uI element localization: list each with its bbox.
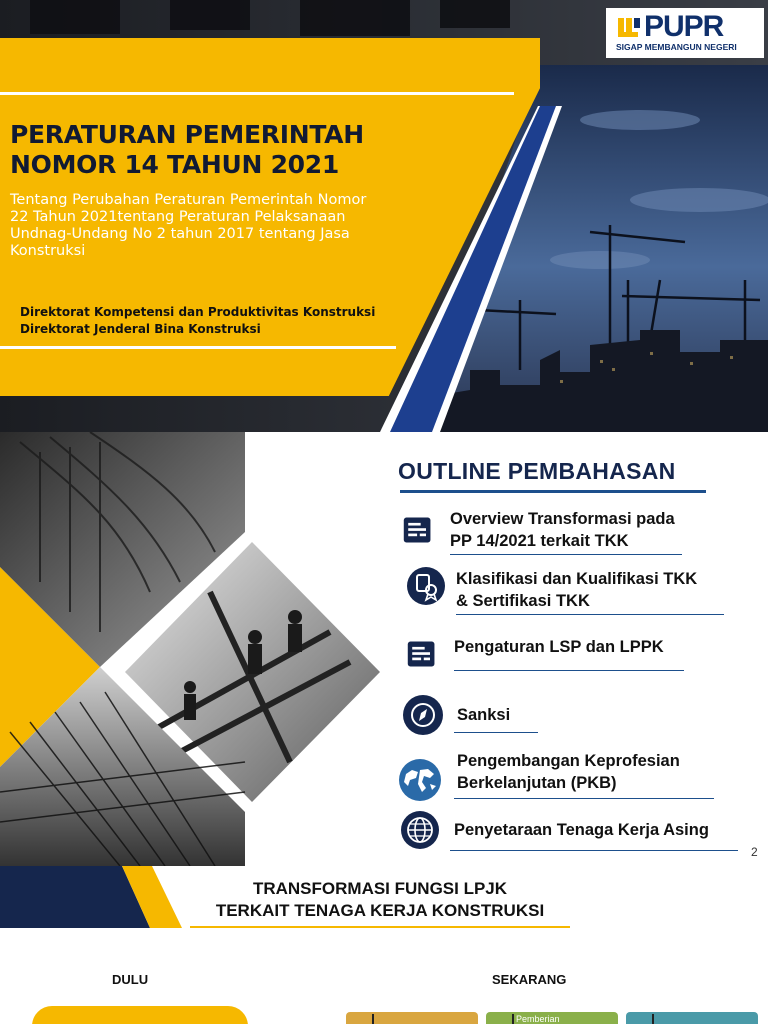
outline-item-underline (454, 798, 714, 799)
column-label-now: SEKARANG (492, 972, 567, 987)
title-slide (0, 0, 768, 432)
world-map-icon (398, 758, 442, 802)
banner-divider (0, 92, 514, 95)
outline-item-label: PP 14/2021 terkait TKK (450, 532, 629, 550)
outline-slide (0, 432, 768, 866)
compass-icon (402, 694, 444, 736)
organization-block (20, 304, 400, 338)
outline-item-underline (456, 614, 724, 615)
outline-title-underline (400, 490, 706, 493)
slide-title (10, 120, 410, 180)
banner-divider (0, 346, 396, 349)
column-label-before: DULU (112, 972, 149, 987)
outline-item-label: Penyetaraan Tenaga Kerja Asing (454, 821, 709, 839)
construction-collage-photo (0, 432, 390, 866)
subtitle-line: Undnag-Undang No 2 tahun 2017 tentang Jasa (10, 226, 350, 242)
before-pill (32, 1006, 248, 1024)
now-box (486, 1012, 618, 1024)
now-box (346, 1012, 478, 1024)
document-icon (406, 638, 438, 670)
box-divider (512, 1014, 514, 1024)
subtitle-line: Tentang Perubahan Peraturan Pemerintah Nomor (10, 192, 367, 208)
outline-item-underline (450, 850, 738, 851)
outline-item-label: Pengaturan LSP dan LPPK (454, 638, 664, 656)
outline-item-label: Klasifikasi dan Kualifikasi TKK (456, 570, 698, 588)
outline-item-underline (454, 732, 538, 733)
subtitle-line: 22 Tahun 2021tentang Peraturan Pelaksanaan (10, 209, 346, 225)
title-underline (190, 926, 570, 928)
outline-item-label: Pengembangan Keprofesian (457, 752, 680, 770)
box-label: Pemberian (516, 1014, 560, 1024)
pupr-emblem-icon (616, 14, 644, 42)
box-divider (652, 1014, 654, 1024)
outline-item-underline (454, 670, 684, 671)
outline-title: OUTLINE PEMBAHASAN (398, 458, 676, 484)
certificate-icon (406, 566, 446, 606)
document-icon (402, 514, 434, 546)
box-divider (372, 1014, 374, 1024)
outline-item-label: & Sertifikasi TKK (456, 592, 590, 610)
transformation-slide (0, 866, 768, 1024)
subtitle-line: Konstruksi (10, 243, 86, 259)
logo-wordmark: PUPR (644, 10, 724, 43)
outline-item-label: Sanksi (457, 706, 511, 724)
slide-subtitle (10, 192, 402, 260)
slide-title (180, 878, 580, 922)
title-line: TERKAIT TENAGA KERJA KONSTRUKSI (215, 901, 545, 920)
org-line: Direktorat Jenderal Bina Konstruksi (20, 322, 261, 336)
page-number: 2 (751, 845, 758, 859)
outline-item-label: Berkelanjutan (PKB) (457, 774, 617, 792)
title-line: PERATURAN PEMERINTAH (10, 120, 364, 149)
org-line: Direktorat Kompetensi dan Produktivitas Konstruksi (20, 305, 376, 319)
logo-tagline: SIGAP MEMBANGUN NEGERI (616, 42, 737, 52)
title-line: NOMOR 14 TAHUN 2021 (10, 150, 339, 179)
title-line: TRANSFORMASI FUNGSI LPJK (252, 879, 508, 898)
now-box (626, 1012, 758, 1024)
globe-icon (400, 810, 440, 850)
outline-item-underline (450, 554, 682, 555)
pupr-logo (606, 8, 764, 58)
outline-item-label: Overview Transformasi pada (450, 510, 675, 528)
